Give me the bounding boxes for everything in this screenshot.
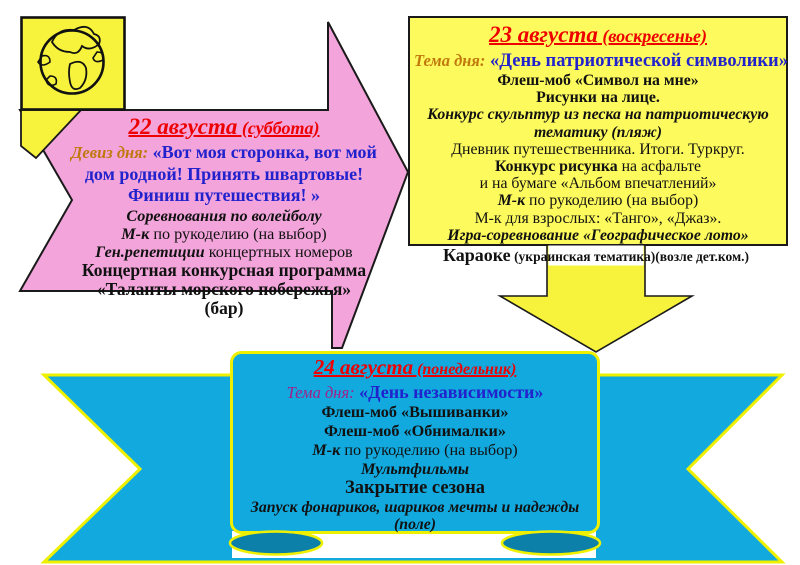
day23-title: 23 августа (воскресенье) <box>489 22 707 47</box>
scroll-curl-left <box>230 532 322 555</box>
activity-line: Соревнования по волейболу <box>126 206 322 225</box>
activity-line: М-к по рукоделию (на выбор) <box>312 441 518 459</box>
activity-line: тематику (пляж) <box>533 123 663 141</box>
day24-section <box>236 355 594 533</box>
activity-line: Дневник путешественника. Итоги. Туркруг. <box>451 140 745 158</box>
activity-line: Конкурс скульптур из песка на патриотическую <box>427 106 769 124</box>
activity-line: Концертная конкурсная программа <box>81 259 367 280</box>
day22-motto-line1: Девиз дня: «Вот моя сторонка, вот мой <box>71 142 377 162</box>
activity-line: Флеш-моб «Обнималки» <box>324 422 506 440</box>
motto-label: Девиз дня: <box>71 143 149 162</box>
activity-line: Мультфильмы <box>360 460 470 478</box>
activity-line: М-к по рукоделию (на выбор) <box>121 224 327 243</box>
activity-line: Конкурс рисунка на асфальте <box>494 158 702 176</box>
activity-line: (бар) <box>204 297 244 318</box>
activity-line: Рисунки на лице. <box>536 89 660 107</box>
day23-karaoke-line: Караоке (украинская тематика)(возле дет.ком.) <box>442 245 750 265</box>
theme-label: Тема дня: <box>286 383 355 402</box>
activity-line: и на бумаге «Альбом впечатлений» <box>479 175 717 193</box>
day22-motto-line2: дом родной! Принять швартовые! <box>84 163 364 184</box>
activity-line: Запуск фонариков, шариков мечты и надежды <box>250 499 580 516</box>
activity-line: М-к для взрослых: «Танго», «Джаз». <box>474 209 722 227</box>
scroll-curl-right <box>502 532 600 555</box>
day23-section <box>414 21 788 244</box>
activity-line: М-к по рукоделию (на выбор) <box>497 192 699 210</box>
day22-motto-line3: Финиш путешествия! » <box>127 185 321 205</box>
day24-theme: Тема дня: «День независимости» <box>286 382 544 402</box>
activity-line: «Таланты морского побережья» <box>96 278 352 299</box>
activity-line: Ген.репетиции концертных номеров <box>95 242 353 261</box>
theme-label: Тема дня: <box>414 51 486 70</box>
activity-line: Флеш-моб «Символ на мне» <box>497 72 699 89</box>
globe-card <box>22 18 125 110</box>
day23-theme: Тема дня: «День патриотической символики» <box>414 51 788 71</box>
activity-line: Игра-соревнование «Географическое лото» <box>447 226 749 244</box>
activity-line: (поле) <box>394 516 436 533</box>
day22-section <box>40 113 408 318</box>
activity-line: Флеш-моб «Вышиванки» <box>321 403 509 421</box>
activity-line: Закрытие сезона <box>344 478 486 498</box>
day24-title: 24 августа (понедельник) <box>313 355 517 379</box>
day22-title: 22 августа (суббота) <box>128 114 320 139</box>
